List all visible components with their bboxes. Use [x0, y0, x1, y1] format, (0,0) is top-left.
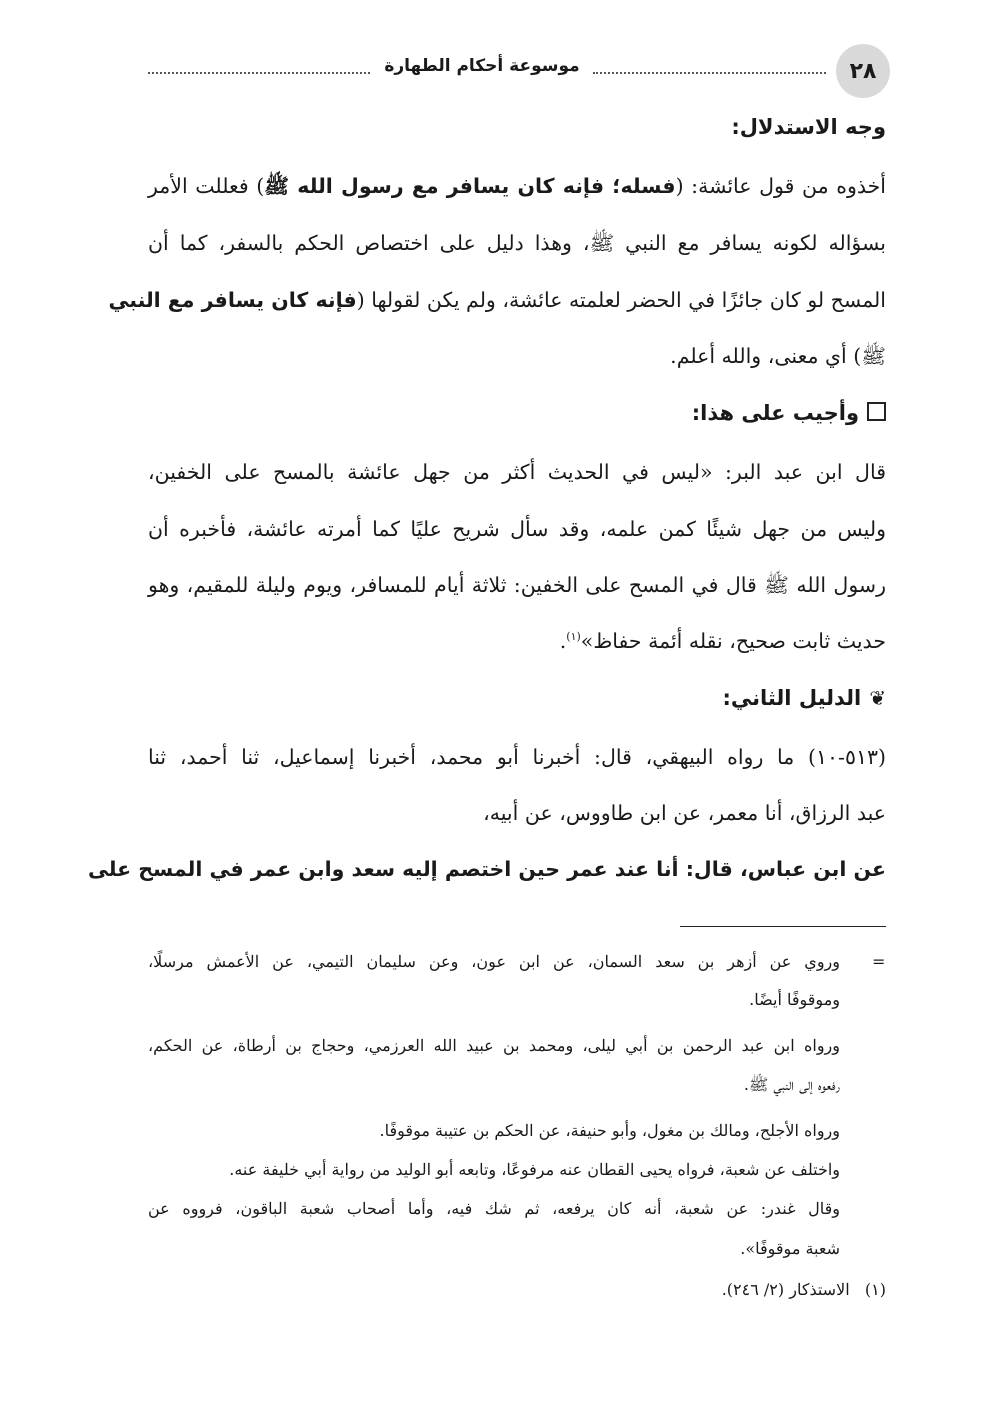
- header-dotted-rule: [593, 72, 826, 74]
- body-line: ﷺ) أي معنى، والله أعلم.: [670, 344, 886, 368]
- body-line: رسول الله ﷺ قال في المسح على الخفين: ثلاثة أيام للمسافر، ويوم وليلة للمقيم، وهو: [148, 573, 886, 597]
- header-dotted-rule: [148, 72, 370, 74]
- footnote-line: وروي عن أزهر بن سعد السمان، عن ابن عون، وعن سليمان التيمي، عن الأعمش مرسلًا،: [148, 952, 840, 971]
- body-line: قال ابن عبد البر: «ليس في الحديث أكثر من جهل عائشة بالمسح على الخفين،: [148, 460, 886, 484]
- footnote-line: ورواه الأجلح، ومالك بن مغول، وأبو حنيفة، عن الحكم بن عتيبة موقوفًا.: [379, 1121, 840, 1140]
- footnote-line: ورواه ابن عبد الرحمن بن أبي ليلى، ومحمد بن عبيد الله العرزمي، وحجاج بن أرطاة، عن الحكم،: [148, 1036, 840, 1055]
- body-line: عبد الرزاق، أنا معمر، عن ابن طاووس، عن أبيه،: [483, 801, 886, 825]
- footnote-continuation-mark: =: [872, 952, 886, 971]
- section-heading-response: وأجيب على هذا:: [692, 401, 886, 425]
- body-line-bold: عن ابن عباس، قال: أنا عند عمر حين اختصم إليه سعد وابن عمر في المسح على: [88, 857, 886, 881]
- footnote-line: رفعوه إلى النبي ﷺ.: [743, 1075, 840, 1094]
- body-line: بسؤاله لكونه يسافر مع النبي ﷺ، وهذا دليل على اختصاص الحكم بالسفر، كما أن: [148, 231, 886, 255]
- body-line: المسح لو كان جائزًا في الحضر لعلمته عائشة، ولم يكن لقولها (فإنه كان يسافر مع النبي: [108, 288, 886, 312]
- footnote-ref[interactable]: (١): [566, 630, 581, 644]
- body-line: وليس من جهل شيئًا كمن علمه، وقد سأل شريح عليًا كما أمرته عائشة، فأخبره أن: [148, 517, 886, 541]
- running-header-title: موسوعة أحكام الطهارة: [384, 56, 580, 76]
- footnote-line: وقال غندر: عن شعبة، أنه كان يرفعه، ثم شك فيه، وأما أصحاب شعبة الباقون، فرووه عن: [148, 1199, 840, 1218]
- footnote-line: وموقوفًا أيضًا.: [749, 990, 840, 1009]
- footnote-line: واختلف عن شعبة، فرواه يحيى القطان عنه مرفوعًا، وتابعه أبو الوليد من رواية أبي خليفة عنه.: [229, 1160, 840, 1179]
- checkbox-icon: [867, 402, 886, 421]
- page-number: ٢٨: [836, 44, 890, 98]
- body-line: حديث ثابت صحيح، نقله أئمة حفاظ»$^{(١)}$.: [559, 629, 886, 653]
- footnote-line: شعبة موقوفًا».: [740, 1239, 840, 1258]
- footnote-1: [148, 1280, 886, 1299]
- leaf-icon: ❦: [869, 686, 886, 710]
- body-line: أخذوه من قول عائشة: (فسله؛ فإنه كان يسافر مع رسول الله ﷺ) فعللت الأمر: [148, 174, 886, 198]
- footnote-separator: [680, 926, 886, 927]
- section-heading-second-evidence: ❦الدليل الثاني:: [722, 686, 886, 710]
- body-line: (٥١٣-١٠) ما رواه البيهقي، قال: أخبرنا أبو محمد، أخبرنا إسماعيل، ثنا أحمد، ثنا: [148, 745, 886, 769]
- footnote-1-text: الاستذكار (٢/ ٢٤٦).: [721, 1280, 850, 1299]
- footnote-1-number: (١): [864, 1280, 886, 1299]
- section-heading-istidlal: وجه الاستدلال:: [731, 115, 886, 139]
